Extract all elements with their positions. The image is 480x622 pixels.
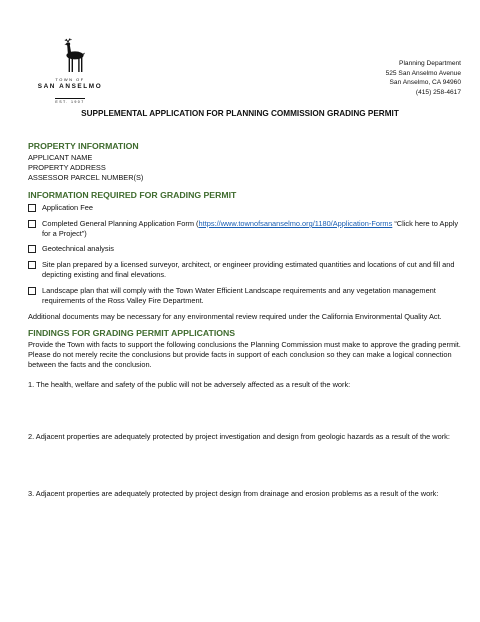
address-line: San Anselmo, CA 94960 <box>389 79 461 87</box>
findings-intro: Provide the Town with facts to support the following conclusions the Planning Commission must make to approve the grading permit. Please do not merely recite the conclusions but provide facts in support of each conclusion so they can make a logical connection between the facts and the conclusion. <box>28 340 461 369</box>
section-heading-required: INFORMATION REQUIRED FOR GRADING PERMIT <box>28 190 237 200</box>
form-body <box>28 141 462 499</box>
checklist-item-geotechnical <box>28 244 462 254</box>
environmental-note: Additional documents may be necessary for any environmental review required under the California Environmental Quality Act. <box>28 312 442 321</box>
logo-town-of: TOWN OF <box>55 77 85 82</box>
checklist-item-site-plan <box>28 260 462 280</box>
checklist-item-landscape-plan <box>28 286 462 306</box>
field-applicant-name: APPLICANT NAME <box>28 153 93 162</box>
checklist-label: Site plan prepared by a licensed surveyor, architect, or engineer providing estimated quantities and locations of cut and fill and depicting existing and final elevations. <box>42 260 455 279</box>
checklist-label: Application Fee <box>42 203 93 212</box>
department-address <box>386 59 461 97</box>
checkbox-landscape-plan[interactable] <box>28 287 36 295</box>
finding-3: 3. Adjacent properties are adequately protected by project design from drainage and erosion problems as a result of the work: <box>28 489 439 498</box>
checklist-text: “Click here to Apply for a Project”) <box>42 219 459 238</box>
finding-2: 2. Adjacent properties are adequately protected by project investigation and design from geologic hazards as a result of the work: <box>28 432 450 441</box>
finding-1: 1. The health, welfare and safety of the public will not be adversely affected as a result of the work: <box>28 380 351 389</box>
checkbox-site-plan[interactable] <box>28 261 36 269</box>
checklist-label: Geotechnical analysis <box>42 244 114 253</box>
field-property-address: PROPERTY ADDRESS <box>28 163 106 172</box>
checklist-item-fee <box>28 203 462 213</box>
page-title: SUPPLEMENTAL APPLICATION FOR PLANNING COMMISSION GRADING PERMIT <box>81 109 399 118</box>
deer-icon <box>49 38 91 76</box>
logo-est: EST. 1907 <box>55 100 85 104</box>
checklist-text: Completed General Planning Application Form ( <box>42 219 199 228</box>
address-line: (415) 258-4617 <box>415 88 461 96</box>
checkbox-fee[interactable] <box>28 204 36 212</box>
checklist-item-application-form <box>28 219 462 239</box>
address-line: 525 San Anselmo Avenue <box>385 69 461 77</box>
checklist-label <box>42 219 462 239</box>
section-heading-property: PROPERTY INFORMATION <box>28 141 139 151</box>
checkbox-geotechnical[interactable] <box>28 245 36 253</box>
field-parcel-number: ASSESSOR PARCEL NUMBER(S) <box>28 173 144 182</box>
application-forms-link[interactable]: https://www.townofsananselmo.org/1180/Application-Forms <box>198 219 393 228</box>
town-logo <box>30 38 110 104</box>
checklist-label: Landscape plan that will comply with the Town Water Efficient Landscape requirements and any vegetation management requirements of the Ross Valley Fire Department. <box>42 286 436 305</box>
address-line: Planning Department <box>399 60 461 67</box>
section-heading-findings: FINDINGS FOR GRADING PERMIT APPLICATIONS <box>28 328 236 338</box>
checkbox-application-form[interactable] <box>28 220 36 228</box>
logo-town-name: SAN ANSELMO <box>37 83 103 90</box>
